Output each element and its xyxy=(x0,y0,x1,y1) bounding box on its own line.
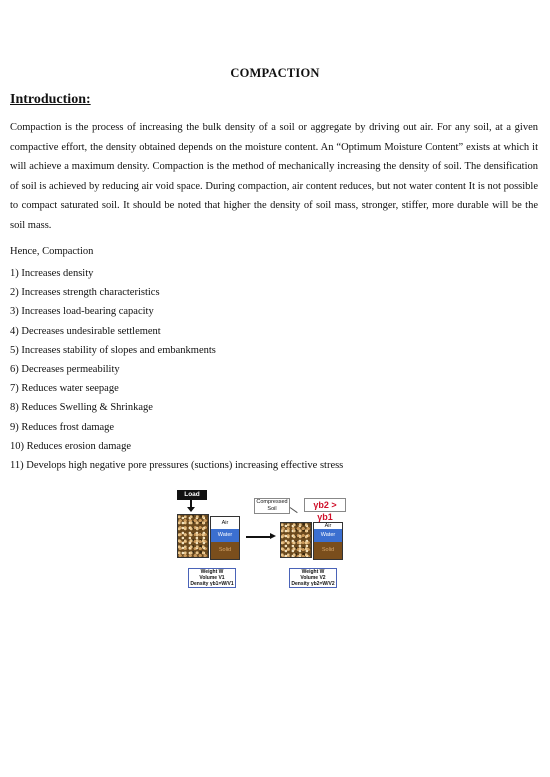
loose-soil-image xyxy=(177,514,209,558)
density-comparison: γb2 > γb1 xyxy=(304,498,346,512)
list-item: 2) Increases strength characteristics xyxy=(10,287,160,299)
list-item: 1) Increases density xyxy=(10,268,94,279)
list-item: 10) Reduces erosion damage xyxy=(10,440,132,452)
list-item: 5) Increases stability of slopes and embankments xyxy=(10,344,216,356)
document-title: COMPACTION xyxy=(230,66,320,80)
list-item: 9) Reduces frost damage xyxy=(10,421,115,433)
phase-solid: Solid xyxy=(211,542,239,559)
compaction-figure xyxy=(172,490,382,594)
before-properties-box: Weight W Volume V1 Density γb1=W/V1 xyxy=(188,568,236,588)
list-item: 11) Develops high negative pore pressures (suctions) increasing effective stress xyxy=(10,460,344,472)
phase-diagram-before xyxy=(210,516,240,560)
intro-paragraph: Compaction is the process of increasing the bulk density of a soil or aggregate by driving out air. For any soil, at a given compactive effort, the density obtained depends on the moisture content. An “Optimum Moisture Content” exists at which it will achieve a maximum density. Compaction is the method of mechanically increasing the density of soil. The densification of soil is achieved by reducing air void space. During compaction, air content reduces, but not water content It is not possible to compact saturated soil. It should be noted that higher the density of soil mass, stronger, stiffer, more durable will be the soil mass. xyxy=(10,122,538,231)
phase-water: Water xyxy=(314,529,342,542)
phase-solid: Solid xyxy=(314,542,342,559)
list-item: 7) Reduces water seepage xyxy=(10,383,119,395)
list-item: 4) Decreases undesirable settlement xyxy=(10,325,161,337)
list-item: 6) Decreases permeability xyxy=(10,364,120,376)
section-heading: Introduction: xyxy=(10,92,91,107)
compressed-soil-label: Compressed Soil xyxy=(254,498,290,514)
load-label: Load xyxy=(177,490,207,500)
compacted-soil-image xyxy=(280,522,312,558)
effects-list xyxy=(10,264,343,475)
phase-air: Air xyxy=(314,523,342,529)
phase-air: Air xyxy=(211,517,239,529)
list-item: 8) Reduces Swelling & Shrinkage xyxy=(10,402,153,414)
phase-water: Water xyxy=(211,529,239,542)
after-properties-box: Weight W Volume V2 Density γb2=W/V2 xyxy=(289,568,337,588)
callout-line xyxy=(290,507,298,513)
load-arrow-icon xyxy=(190,500,192,508)
list-item: 3) Increases load-bearing capacity xyxy=(10,306,154,318)
list-intro: Hence, Compaction xyxy=(10,246,94,257)
phase-diagram-after xyxy=(313,522,343,560)
right-arrow-icon xyxy=(246,536,272,538)
